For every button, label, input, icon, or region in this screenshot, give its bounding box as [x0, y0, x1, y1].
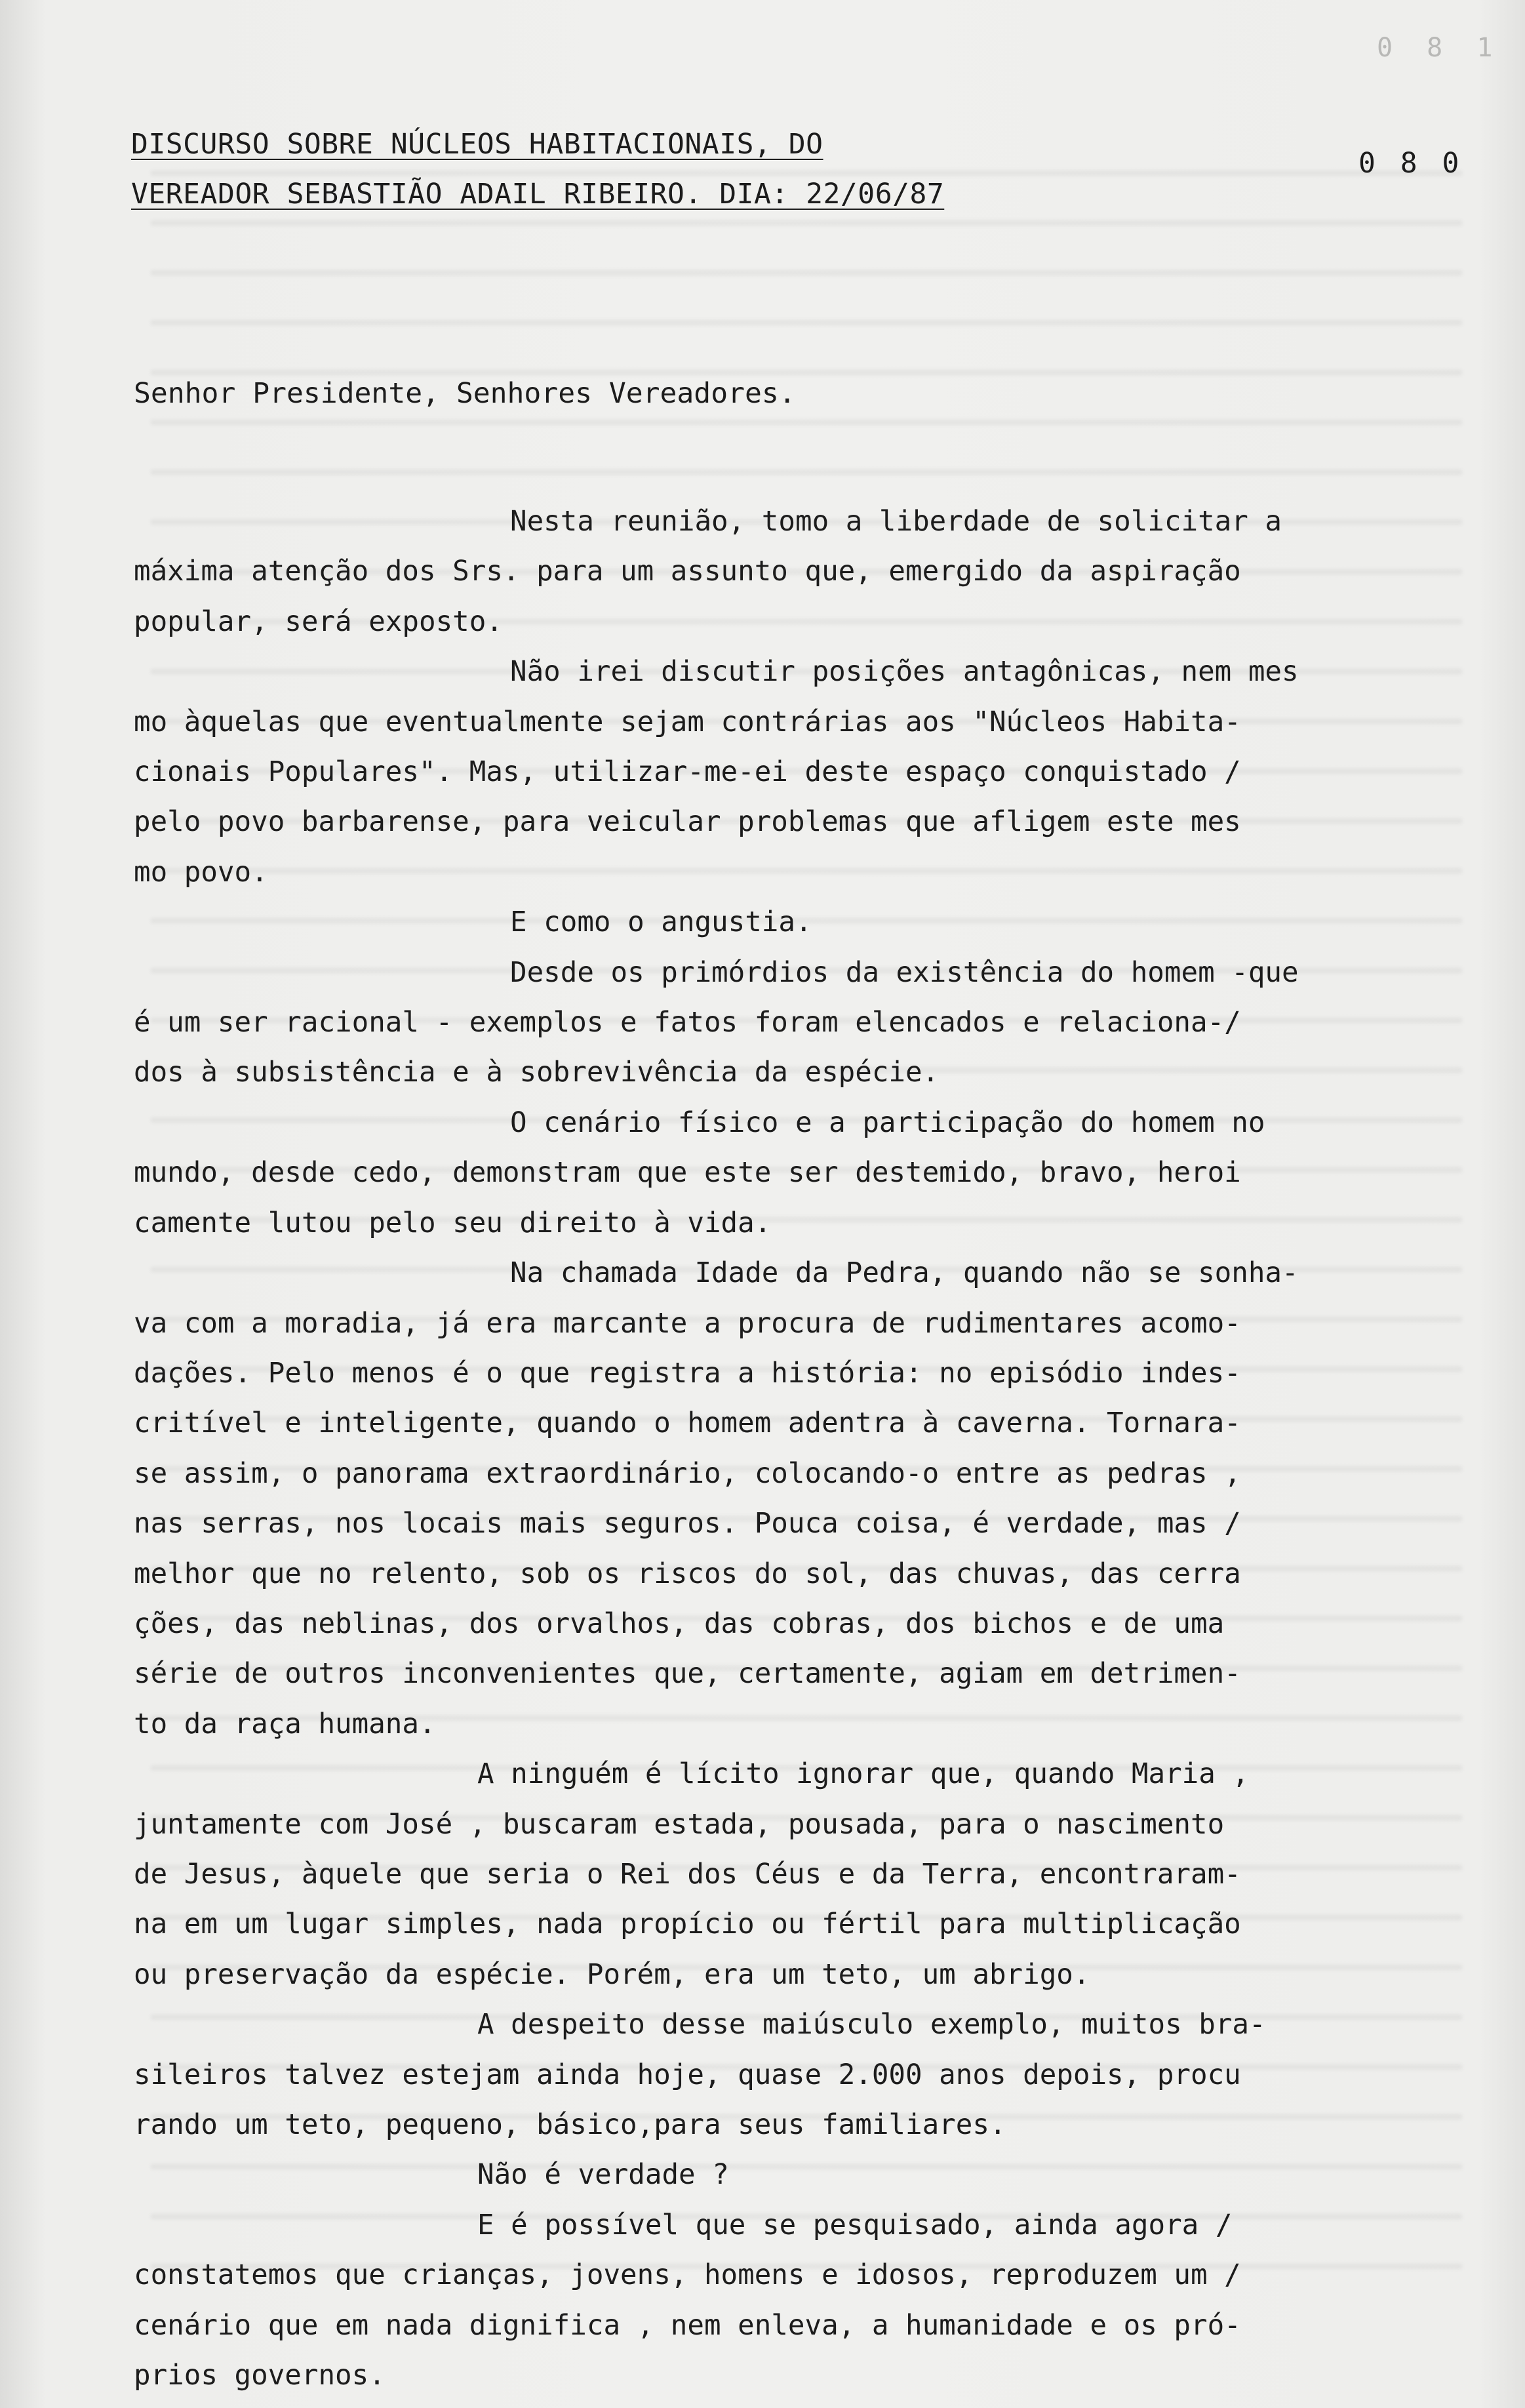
text-line: sileiros talvez estejam ainda hoje, quase 2.000 anos depois, procu — [134, 2058, 1241, 2091]
faint-page-number: 0 8 1 — [1377, 33, 1502, 63]
text-line: dações. Pelo menos é o que registra a história: no episódio indes- — [134, 1357, 1241, 1390]
text-line: mundo, desde cedo, demonstram que este ser destemido, bravo, heroi — [134, 1157, 1241, 1190]
text-line: na em um lugar simples, nada propício ou fértil para multiplicação — [134, 1908, 1241, 1941]
text-line: E é possível que se pesquisado, ainda agora / — [477, 2209, 1233, 2241]
text-line: A despeito desse maiúsculo exemplo, muitos bra- — [477, 2009, 1266, 2041]
header-author-date-line: VEREADOR SEBASTIÃO ADAIL RIBEIRO. DIA: 22/06/87 — [131, 178, 945, 211]
text-line: ções, das neblinas, dos orvalhos, das cobras, dos bichos e de uma — [134, 1607, 1225, 1640]
text-line: rando um teto, pequeno, básico,para seus familiares. — [134, 2109, 1006, 2141]
text-line: camente lutou pelo seu direito à vida. — [134, 1207, 772, 1239]
salutation: Senhor Presidente, Senhores Vereadores. — [134, 377, 796, 410]
text-line: E como o angustia. — [510, 906, 812, 939]
text-line: mo povo. — [134, 856, 268, 889]
text-line: se assim, o panorama extraordinário, colocando-o entre as pedras , — [134, 1457, 1241, 1490]
speech-body — [134, 497, 1465, 2401]
page-number: 0 8 0 — [1358, 147, 1463, 180]
text-line: O cenário físico e a participação do homem no — [510, 1106, 1265, 1139]
text-line: ou preservação da espécie. Porém, era um teto, um abrigo. — [134, 1958, 1090, 1991]
text-line: Não é verdade ? — [477, 2159, 729, 2192]
text-line: juntamente com José , buscaram estada, pousada, para o nascimento — [134, 1808, 1225, 1841]
text-line: é um ser racional - exemplos e fatos foram elencados e relaciona-/ — [134, 1007, 1241, 1039]
text-line: série de outros inconvenientes que, certamente, agiam em detrimen- — [134, 1658, 1241, 1691]
text-line: to da raça humana. — [134, 1708, 436, 1740]
text-line: melhor que no relento, sob os riscos do sol, das chuvas, das cerra — [134, 1557, 1241, 1590]
text-line: de Jesus, àquele que seria o Rei dos Céus e da Terra, encontraram- — [134, 1858, 1241, 1891]
document-header — [131, 119, 944, 219]
text-line: A ninguém é lícito ignorar que, quando Maria , — [477, 1758, 1250, 1791]
text-line: nas serras, nos locais mais seguros. Pouca coisa, é verdade, mas / — [134, 1508, 1241, 1540]
text-line: prios governos. — [134, 2359, 386, 2392]
text-line: Na chamada Idade da Pedra, quando não se sonha- — [510, 1257, 1299, 1290]
text-line: cenário que em nada dignifica , nem enleva, a humanidade e os pró- — [134, 2309, 1241, 2342]
text-line: cionais Populares". Mas, utilizar-me-ei deste espaço conquistado / — [134, 756, 1241, 789]
text-line: mo àquelas que eventualmente sejam contrárias aos "Núcleos Habita- — [134, 706, 1241, 738]
text-line: popular, será exposto. — [134, 605, 503, 638]
text-line: Não irei discutir posições antagônicas, nem mes — [510, 656, 1299, 689]
header-title-line: DISCURSO SOBRE NÚCLEOS HABITACIONAIS, DO — [131, 128, 823, 161]
text-line: dos à subsistência e à sobrevivência da espécie. — [134, 1056, 940, 1089]
text-line: constatemos que crianças, jovens, homens e idosos, reproduzem um / — [134, 2259, 1241, 2292]
text-line: Nesta reunião, tomo a liberdade de solicitar a — [510, 506, 1282, 538]
text-line: pelo povo barbarense, para veicular problemas que afligem este mes — [134, 806, 1241, 839]
text-line: Desde os primórdios da existência do homem -que — [510, 956, 1299, 989]
text-line: máxima atenção dos Srs. para um assunto que, emergido da aspiração — [134, 555, 1241, 588]
text-line: va com a moradia, já era marcante a procura de rudimentares acomo- — [134, 1307, 1241, 1340]
text-line: critível e inteligente, quando o homem adentra à caverna. Tornara- — [134, 1407, 1241, 1440]
